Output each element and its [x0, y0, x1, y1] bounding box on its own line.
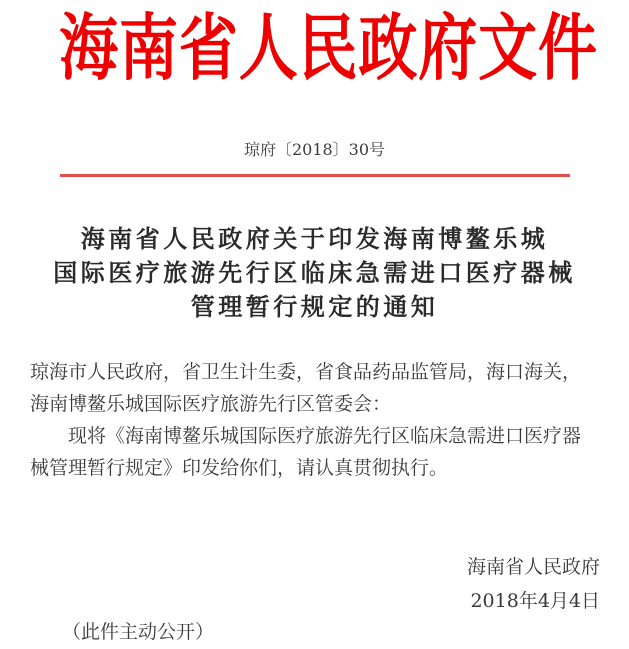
- document-body: [30, 356, 590, 484]
- document-title-line-1: 海南省人民政府关于印发海南博鳌乐城: [80, 224, 549, 253]
- document-title: [0, 222, 629, 324]
- letterhead-title: 海南省人民政府文件: [59, 5, 598, 90]
- document-title-line-3: 管理暂行规定的通知: [190, 292, 439, 321]
- signature-block: [467, 550, 600, 618]
- paragraph-line-1: 现将《海南博鳌乐城国际医疗旅游先行区临床急需进口医疗器: [68, 425, 582, 447]
- paragraph-line-2: 械管理暂行规定》印发给你们，请认真贯彻执行。: [30, 457, 449, 479]
- disclosure-note: （此件主动公开）: [62, 621, 215, 643]
- issuing-authority: 海南省人民政府: [466, 556, 600, 578]
- salutation-line-1: 琼海市人民政府，省卫生计生委，省食品药品监管局，海口海关，: [30, 361, 582, 383]
- red-divider-line: [60, 174, 570, 177]
- document-title-line-2: 国际医疗旅游先行区临床急需进口医疗器械: [53, 258, 576, 287]
- letterhead-banner: [0, 5, 629, 90]
- document-number: 琼府〔2018〕30号: [243, 140, 386, 159]
- salutation-line-2: 海南博鳌乐城国际医疗旅游先行区管委会：: [30, 393, 392, 415]
- issue-date: 2018年4月4日: [470, 590, 600, 612]
